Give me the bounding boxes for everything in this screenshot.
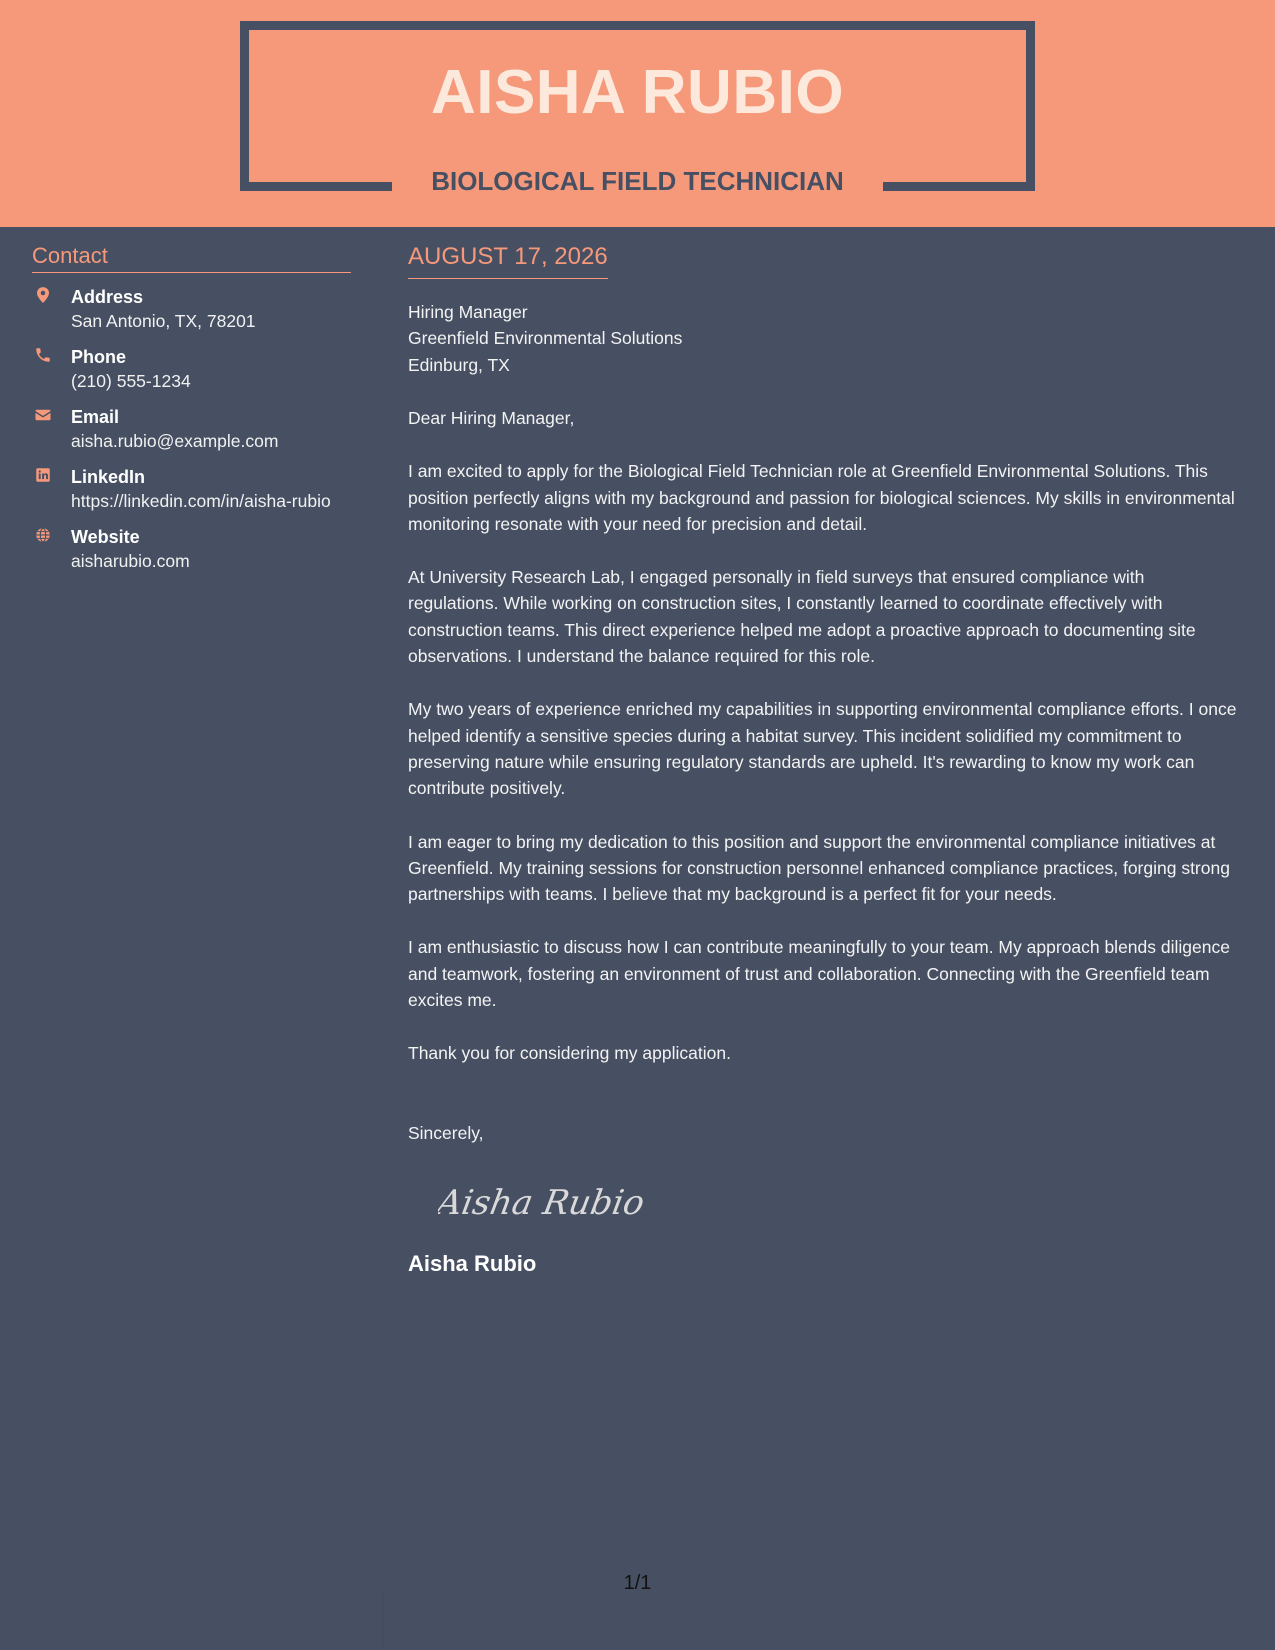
letter-paragraph: I am excited to apply for the Biological Field Technician role at Greenfield Environmental Solutions. This position perfectly aligns with my background and passion for biological sciences. My skills in environmental monitoring resonate with your need for precision and detail. [408, 461, 1235, 534]
contact-value: (210) 555-1234 [71, 371, 191, 392]
contact-item-phone [32, 345, 351, 393]
letter-paragraph: I am eager to bring my dedication to this position and support the environmental compliance initiatives at Greenfield. My training sessions for construction personnel enhanced compliance practices, forging strong partnerships with teams. I believe that my background is a perfect fit for your needs. [408, 831, 1230, 905]
contact-heading: Contact [32, 243, 351, 273]
recipient-block [408, 299, 1238, 379]
contact-label: Address [71, 287, 144, 308]
job-title: BIOLOGICAL FIELD TECHNICIAN [431, 166, 844, 196]
contact-sidebar [32, 243, 351, 573]
signer-name: Aisha Rubio [408, 1250, 537, 1276]
contact-label: LinkedIn [71, 467, 146, 488]
recipient-line: Edinburg, TX [408, 354, 510, 375]
contact-item-linkedin [32, 465, 351, 513]
linkedin-icon [34, 466, 52, 484]
contact-label: Website [71, 527, 140, 548]
contact-value: San Antonio, TX, 78201 [71, 311, 256, 332]
salutation: Dear Hiring Manager, [408, 408, 575, 429]
letter-body [408, 243, 1238, 1277]
contact-label: Email [71, 407, 120, 428]
letter-paragraph: At University Research Lab, I engaged personally in field surveys that ensured compliance with regulations. While working on construction sites, I constantly learned to coordinate effectively with construction teams. This direct experience helped me adopt a proactive approach to documenting site observations. I understand the balance required for this role. [408, 567, 1196, 667]
contact-value: aisharubio.com [71, 551, 190, 572]
map-pin-icon [34, 286, 52, 304]
contact-label: Phone [71, 347, 127, 368]
recipient-line: Greenfield Environmental Solutions [408, 328, 683, 349]
contact-item-email [32, 405, 351, 453]
handwritten-signature [438, 1178, 668, 1226]
letter-date: AUGUST 17, 2026 [408, 243, 608, 279]
globe-icon [34, 526, 52, 544]
contact-value: https://linkedin.com/in/aisha-rubio [71, 491, 331, 512]
contact-item-address [32, 285, 351, 333]
letter-paragraph: My two years of experience enriched my capabilities in supporting environmental compliance efforts. I once helped identify a sensitive species during a habitat survey. This incident solidified my commitment to preserving nature while ensuring regulatory standards are upheld. It's rewarding to know my work can contribute positively. [408, 699, 1237, 799]
closing: Sincerely, [408, 1122, 484, 1143]
letter-paragraph: Thank you for considering my application. [408, 1043, 731, 1064]
letter-paragraph: I am enthusiastic to discuss how I can contribute meaningfully to your team. My approach blends diligence and teamwork, fostering an environment of trust and collaboration. Connecting with the Greenfield team excites me. [408, 937, 1230, 1011]
applicant-name: AISHA RUBIO [430, 58, 845, 127]
phone-icon [34, 346, 52, 364]
contact-item-website [32, 525, 351, 573]
svg-text:Aisha Rubio: Aisha Rubio [438, 1182, 648, 1223]
column-divider [382, 1590, 383, 1650]
recipient-line: Hiring Manager [408, 301, 528, 322]
envelope-icon [34, 406, 52, 424]
page-number: 1/1 [623, 1572, 652, 1594]
contact-value: aisha.rubio@example.com [71, 431, 279, 452]
